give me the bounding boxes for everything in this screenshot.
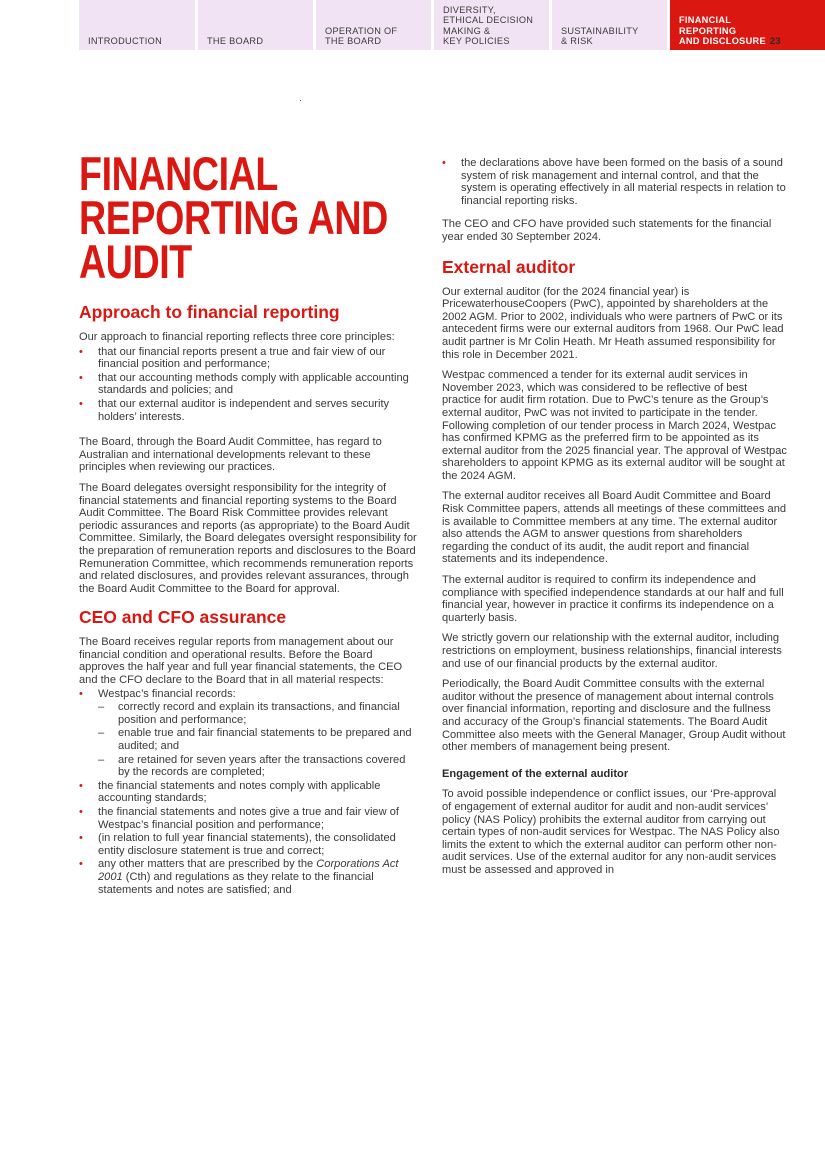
engagement-heading: Engagement of the external auditor xyxy=(442,767,629,780)
list-item-text: Westpac’s financial records: xyxy=(98,687,236,700)
list-item-text: any other matters that are prescribed by the xyxy=(98,858,317,871)
tab-label: THE BOARD xyxy=(207,36,264,47)
engagement-paragraph-1: To avoid possible independence or conflict issues, our ‘Pre-approval of engagement of external auditor for audit and non-audit services’ policy (NAS Policy) prohibits the external auditor from carrying out certain types of non-audit services for Westpac. The NAS Policy also limits the extent to which the external auditor can perform other non-audit services. Use of the external auditor for any non-audit services must be assessed and approved in xyxy=(442,788,780,876)
list-item: • that our external auditor is independent and serves security holders’ interests. xyxy=(79,398,419,423)
tab-the-board[interactable] xyxy=(198,0,313,50)
list-item: • that our financial reports present a true and fair view of our financial position and performance; xyxy=(79,346,419,371)
list-item: • the financial statements and notes comply with applicable accounting standards; xyxy=(79,780,419,805)
list-item xyxy=(79,688,419,779)
external-auditor-paragraph-6: Periodically, the Board Audit Committee consults with the external auditor without the presence of management about internal controls over financial information, reporting and disclosure and the fullness and accuracy of the Group’s financial statements. The Board Audit Committee also meets with the General Manager, Group Audit without other members of management being present. xyxy=(442,678,786,754)
right-column xyxy=(442,157,787,885)
tab-operation-of-the-board[interactable] xyxy=(316,0,431,50)
list-item xyxy=(79,858,419,896)
left-column xyxy=(79,147,419,904)
external-auditor-paragraph-4: The external auditor is required to confirm its independence and compliance with specified independence standards at our half and full financial year, however in practice it confirms its independence on a quarterly basis. xyxy=(442,574,784,624)
approach-paragraph-2: The Board delegates oversight responsibility for the integrity of financial statements and financial reporting systems to the Board Audit Committee. The Board Risk Committee provides relevant periodic assurances and reports (as appropriate) to the Board Audit Committee. Similarly, the Board delegates oversight responsibility for the preparation of remuneration reports and disclosures to the Board Remuneration Committee, which recommends remuneration reports and related disclosures, and provides relevant assurances, through the Board Audit Committee to the Board for approval. xyxy=(79,481,417,595)
tab-label: FINANCIAL REPORTING AND DISCLOSURE xyxy=(679,15,766,47)
approach-heading: Approach to financial reporting xyxy=(79,302,340,322)
tab-label: OPERATION OF THE BOARD xyxy=(325,25,398,47)
list-item: • (in relation to full year financial statements), the consolidated entity disclosure statement is true and correct; xyxy=(79,832,419,857)
approach-paragraph-1: The Board, through the Board Audit Committee, has regard to Australian and international developments relevant to these principles when reviewing our practices. xyxy=(79,436,382,474)
external-auditor-paragraph-2: Westpac commenced a tender for its external audit services in November 2023, which was considered to be reflective of best practice for audit firm rotation. Due to PwC’s tenure as the Group’s external auditor, PwC was not invited to participate in the tender. Following completion of our tender process in March 2024, Westpac has confirmed KPMG as the preferred firm to be appointed as its external auditor from the 2025 financial year. The approval of Westpac shareholders to appoint KPMG as its external auditor will be sought at the 2024 AGM. xyxy=(442,369,787,482)
statements-provided-paragraph: The CEO and CFO have provided such statements for the financial year ended 30 September 2024. xyxy=(442,218,772,243)
sublist-item: – are retained for seven years after the transactions covered by the records are completed; xyxy=(98,754,419,779)
act-name: Corporations Act 2001 xyxy=(98,858,399,883)
list-item: • that our accounting methods comply with applicable accounting standards and policies; and xyxy=(79,372,419,397)
list-item-text: (Cth) and regulations as they relate to the financial statements and notes are satisfied; and xyxy=(98,870,374,896)
tab-sustainability-risk[interactable] xyxy=(552,0,667,50)
section-navigation xyxy=(79,0,825,50)
approach-intro: Our approach to financial reporting reflects three core principles: xyxy=(79,331,395,343)
tab-label: SUSTAINABILITY & RISK xyxy=(561,25,639,47)
list-item: • the financial statements and notes give a true and fair view of Westpac’s financial position and performance; xyxy=(79,806,419,831)
sublist-item: – correctly record and explain its transactions, and financial position and performance; xyxy=(98,701,419,726)
tab-financial-reporting-disclosure[interactable] xyxy=(670,0,825,50)
tab-introduction[interactable] xyxy=(79,0,195,50)
sublist-item: – enable true and fair financial statements to be prepared and audited; and xyxy=(98,727,419,752)
declarations-list-continued xyxy=(442,157,787,207)
tab-label: DIVERSITY, ETHICAL DECISION MAKING & KEY POLICIES xyxy=(443,4,534,47)
page-title: FINANCIAL REPORTING AND AUDIT xyxy=(79,147,388,288)
ceo-cfo-heading: CEO and CFO assurance xyxy=(79,607,287,628)
list-item: • the declarations above have been formed on the basis of a sound system of risk management and internal control, and that the system is operating effectively in all material respects in relation to financial reporting risks. xyxy=(442,157,787,207)
tab-diversity-ethical-decision-making[interactable] xyxy=(434,0,549,50)
records-sublist xyxy=(98,701,419,779)
ceo-cfo-intro: The Board receives regular reports from management about our financial condition and operational results. Before the Board approves the half year and full year financial statements, the CEO and the CFO declare to the Board that in all material respects: xyxy=(79,636,403,687)
stray-mark xyxy=(300,100,301,101)
principles-list xyxy=(79,346,419,424)
tab-label: INTRODUCTION xyxy=(88,36,163,47)
external-auditor-paragraph-5: We strictly govern our relationship with the external auditor, including restrictions on employment, business relationships, financial interests and use of our financial products by the external auditor. xyxy=(442,632,782,670)
declarations-list xyxy=(79,688,419,897)
external-auditor-heading: External auditor xyxy=(442,256,576,277)
external-auditor-paragraph-1: Our external auditor (for the 2024 financial year) is PricewaterhouseCoopers (PwC), appointed by shareholders at the 2002 AGM. Prior to 2002, individuals who were partners of PwC or its antecedent firms were our external auditors from 1968. Our PwC lead audit partner is Mr Colin Heath. Mr Heath assumed responsibility for this role in December 2021. xyxy=(442,285,784,361)
page-number: 23 xyxy=(769,35,781,47)
external-auditor-paragraph-3: The external auditor receives all Board Audit Committee and Board Risk Committee papers, attends all meetings of these committees and is available to Committee members at any time. The external auditor also attends the AGM to answer questions from shareholders regarding the conduct of its audit, the audit report and financial statements and its independence. xyxy=(442,490,787,566)
